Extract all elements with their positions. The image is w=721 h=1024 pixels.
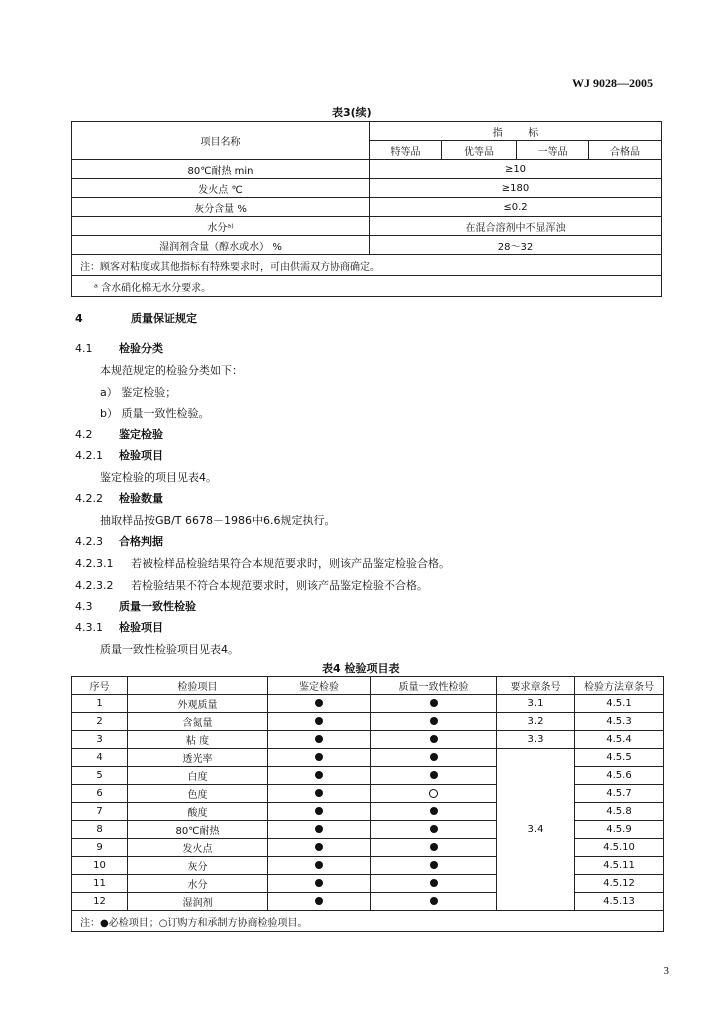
table4-header-item: 检验项目 <box>128 677 268 695</box>
table4-cell-req: 3.1 <box>497 695 575 713</box>
table4-row <box>72 695 664 713</box>
table3-row-value: ≥180 <box>370 179 662 198</box>
filled-circle-icon <box>430 897 438 905</box>
table4-cell-item: 灰分 <box>128 857 268 875</box>
table4-cell-method: 4.5.13 <box>575 893 664 911</box>
table4-header-ident: 鉴定检验 <box>268 677 371 695</box>
filled-circle-icon <box>430 807 438 815</box>
table4-cell-ident <box>268 749 371 767</box>
table4-cell-no: 12 <box>72 893 128 911</box>
filled-circle-icon <box>430 879 438 887</box>
filled-circle-icon <box>430 771 438 779</box>
table4-cell-no: 1 <box>72 695 128 713</box>
table3-header-index: 指 标 <box>370 122 662 141</box>
table3-row-value: ≤0.2 <box>370 198 662 217</box>
table4-cell-conf <box>371 731 497 749</box>
table4-cell-ident <box>268 785 371 803</box>
table4-cell-conf <box>371 713 497 731</box>
section-4-3-1-text: 质量一致性检验项目见表4。 <box>100 643 239 656</box>
section-4-2-3-heading: 4.2.3 合格判据 <box>75 535 163 548</box>
filled-circle-icon <box>315 699 323 707</box>
table4-cell-item: 湿润剂 <box>128 893 268 911</box>
table4-cell-no: 4 <box>72 749 128 767</box>
section-4-3-1-heading: 4.3.1 检验项目 <box>75 621 163 634</box>
table3-row-name: 湿润剂含量（醇水或水） % <box>72 236 370 255</box>
table3-grade: 特等品 <box>370 141 442 160</box>
table4-row <box>72 893 664 911</box>
table3-grade: 优等品 <box>442 141 517 160</box>
table4-cell-ident <box>268 803 371 821</box>
table4-cell-req: 3.4 <box>497 749 575 911</box>
table4-cell-item: 色度 <box>128 785 268 803</box>
table4-cell-item: 白度 <box>128 767 268 785</box>
table4-cell-ident <box>268 857 371 875</box>
table4-row <box>72 785 664 803</box>
table3-row <box>72 236 662 255</box>
table4-cell-conf <box>371 695 497 713</box>
table4-cell-ident <box>268 695 371 713</box>
table4-cell-method: 4.5.6 <box>575 767 664 785</box>
table4-row <box>72 749 664 767</box>
table4-row <box>72 857 664 875</box>
filled-circle-icon <box>315 771 323 779</box>
table4-cell-item: 水分 <box>128 875 268 893</box>
table4-cell-no: 6 <box>72 785 128 803</box>
table4-note: 注：●必检项目；○订购方和承制方协商检验项目。 <box>72 911 664 932</box>
table4-cell-method: 4.5.5 <box>575 749 664 767</box>
filled-circle-icon <box>430 843 438 851</box>
table4-cell-method: 4.5.1 <box>575 695 664 713</box>
table4-cell-conf <box>371 893 497 911</box>
table3-caption: 表3(续) <box>332 106 372 119</box>
table3-row-value: 在混合溶剂中不显浑浊 <box>370 217 662 236</box>
section-4-1-text: 本规范规定的检验分类如下： <box>100 364 243 377</box>
table4-row <box>72 713 664 731</box>
table4-cell-ident <box>268 731 371 749</box>
table4 <box>71 676 664 932</box>
table4-cell-item: 发火点 <box>128 839 268 857</box>
section-4-2-heading: 4.2 鉴定检验 <box>75 428 163 441</box>
section-4-2-1-text: 鉴定检验的项目见表4。 <box>100 471 217 484</box>
table3-grade: 合格品 <box>589 141 662 160</box>
table4-cell-conf <box>371 875 497 893</box>
table4-cell-conf <box>371 803 497 821</box>
section-4-3-heading: 4.3 质量一致性检验 <box>75 600 196 613</box>
table4-cell-method: 4.5.12 <box>575 875 664 893</box>
filled-circle-icon <box>430 861 438 869</box>
table4-cell-item: 外观质量 <box>128 695 268 713</box>
filled-circle-icon <box>315 717 323 725</box>
table4-header-no: 序号 <box>72 677 128 695</box>
filled-circle-icon <box>315 879 323 887</box>
section-4-2-1-heading: 4.2.1 检验项目 <box>75 449 163 462</box>
section-4-2-2-text: 抽取样品按GB/T 6678－1986中6.6规定执行。 <box>100 514 336 527</box>
filled-circle-icon <box>315 843 323 851</box>
table4-cell-conf <box>371 857 497 875</box>
table4-cell-method: 4.5.4 <box>575 731 664 749</box>
table4-cell-method: 4.5.7 <box>575 785 664 803</box>
table4-row <box>72 875 664 893</box>
filled-circle-icon <box>315 897 323 905</box>
table4-cell-no: 2 <box>72 713 128 731</box>
table4-header-conf: 质量一致性检验 <box>371 677 497 695</box>
table3-row <box>72 179 662 198</box>
table4-header-method: 检验方法章条号 <box>575 677 664 695</box>
table4-cell-method: 4.5.11 <box>575 857 664 875</box>
table4-cell-method: 4.5.3 <box>575 713 664 731</box>
filled-circle-icon <box>315 753 323 761</box>
section-4-1-heading: 4.1 检验分类 <box>75 342 163 355</box>
table4-row <box>72 821 664 839</box>
table4-cell-conf <box>371 821 497 839</box>
table4-cell-req: 3.2 <box>497 713 575 731</box>
table4-cell-item: 透光率 <box>128 749 268 767</box>
table4-cell-method: 4.5.8 <box>575 803 664 821</box>
filled-circle-icon <box>430 753 438 761</box>
table4-cell-no: 9 <box>72 839 128 857</box>
table4-row <box>72 803 664 821</box>
table4-cell-ident <box>268 713 371 731</box>
table4-cell-method: 4.5.10 <box>575 839 664 857</box>
table3-grade: 一等品 <box>517 141 589 160</box>
table4-cell-no: 3 <box>72 731 128 749</box>
table4-row <box>72 731 664 749</box>
table4-cell-ident <box>268 821 371 839</box>
table4-cell-no: 7 <box>72 803 128 821</box>
filled-circle-icon <box>315 825 323 833</box>
table3 <box>71 121 662 297</box>
table4-cell-method: 4.5.9 <box>575 821 664 839</box>
open-circle-icon <box>429 789 438 798</box>
table3-row-value: ≥10 <box>370 160 662 179</box>
filled-circle-icon <box>430 735 438 743</box>
section-4-heading: 4 质量保证规定 <box>75 312 197 325</box>
table4-cell-no: 8 <box>72 821 128 839</box>
table4-cell-ident <box>268 767 371 785</box>
table4-cell-conf <box>371 749 497 767</box>
table3-row <box>72 217 662 236</box>
table4-cell-ident <box>268 875 371 893</box>
section-4-1-item-b: b） 质量一致性检验。 <box>100 407 210 420</box>
filled-circle-icon <box>315 861 323 869</box>
table3-row-name: 80℃耐热 min <box>72 160 370 179</box>
table3-row <box>72 198 662 217</box>
table4-cell-item: 粘 度 <box>128 731 268 749</box>
filled-circle-icon <box>430 825 438 833</box>
table4-cell-conf <box>371 767 497 785</box>
table4-cell-no: 5 <box>72 767 128 785</box>
table4-cell-conf <box>371 839 497 857</box>
table4-row <box>72 839 664 857</box>
filled-circle-icon <box>315 735 323 743</box>
table3-row-name: 水分ᵃ⁾ <box>72 217 370 236</box>
table3-row <box>72 160 662 179</box>
section-4-2-3-2: 4.2.3.2 若检验结果不符合本规范要求时，则该产品鉴定检验不合格。 <box>75 579 428 592</box>
filled-circle-icon <box>430 699 438 707</box>
page-number: 3 <box>663 965 669 977</box>
table4-cell-item: 含氮量 <box>128 713 268 731</box>
table4-cell-ident <box>268 893 371 911</box>
table3-row-value: 28～32 <box>370 236 662 255</box>
section-4-2-3-1: 4.2.3.1 若被检样品检验结果符合本规范要求时，则该产品鉴定检验合格。 <box>75 557 450 570</box>
filled-circle-icon <box>315 807 323 815</box>
table3-header-item: 项目名称 <box>72 122 370 160</box>
filled-circle-icon <box>315 789 323 797</box>
table4-header-req: 要求章条号 <box>497 677 575 695</box>
section-4-1-item-a: a） 鉴定检验； <box>100 386 177 399</box>
table4-cell-item: 酸度 <box>128 803 268 821</box>
standard-code: WJ 9028—2005 <box>572 76 653 90</box>
table4-cell-no: 10 <box>72 857 128 875</box>
table4-cell-req: 3.3 <box>497 731 575 749</box>
filled-circle-icon <box>430 717 438 725</box>
table3-row-name: 灰分含量 % <box>72 198 370 217</box>
table4-cell-conf <box>371 785 497 803</box>
table3-footnote: ᵃ 含水硝化棉无水分要求。 <box>72 276 662 297</box>
table4-cell-ident <box>268 839 371 857</box>
table4-cell-item: 80℃耐热 <box>128 821 268 839</box>
table4-row <box>72 767 664 785</box>
table3-note: 注：顾客对粘度或其他指标有特殊要求时，可由供需双方协商确定。 <box>72 255 662 276</box>
table3-row-name: 发火点 ℃ <box>72 179 370 198</box>
table4-caption: 表4 检验项目表 <box>322 662 400 675</box>
table4-cell-no: 11 <box>72 875 128 893</box>
section-4-2-2-heading: 4.2.2 检验数量 <box>75 492 163 505</box>
